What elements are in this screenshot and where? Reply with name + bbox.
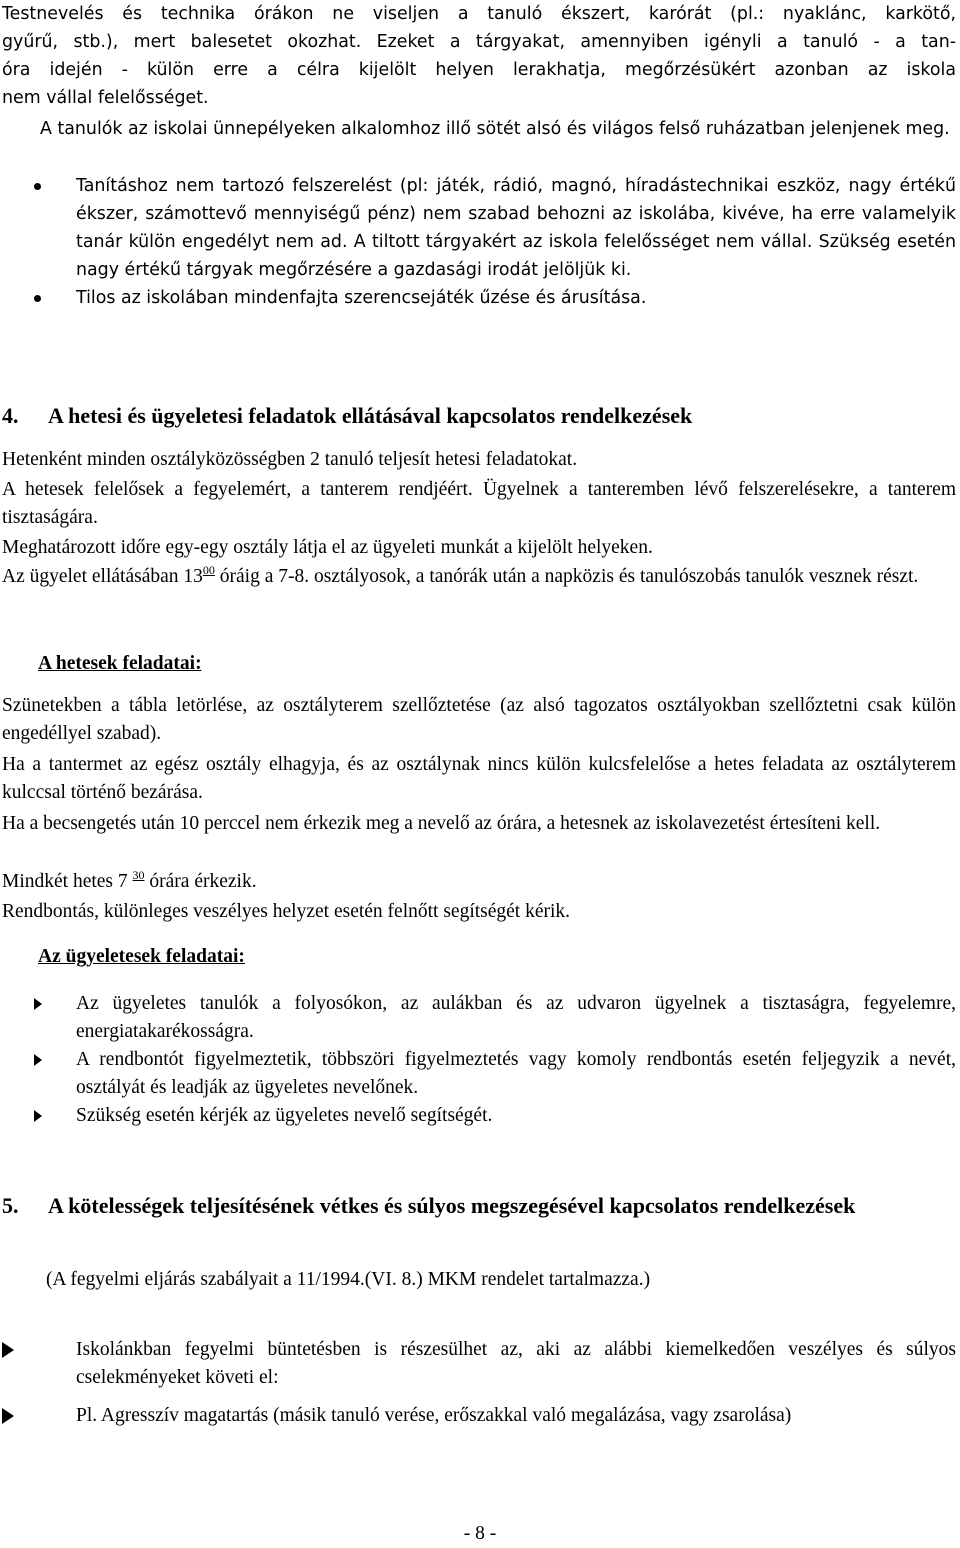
duty-tasks-list [0,990,956,1130]
rules-list [0,172,956,312]
duty-text: Az ügyelet ellátásában 13 [2,566,203,587]
weekly-duty-line: A hetesek felelősek a fegyelemért, a tanterem rendjéért. Ügyelnek a tanteremben lévő felszerelésekre, a tanterem tisztaságára. [2,479,956,528]
time-superscript: 00 [202,563,215,577]
duty-tasks-heading: Az ügyeletesek feladatai: [38,946,245,967]
weekly-duty-line: Hetenként minden osztályközösségben 2 tanuló teljesít hetesi feladatokat. [2,449,578,470]
discipline-list [0,1336,956,1430]
section-5-heading [2,1190,956,1222]
weekly-task-paragraph: Szünetekben a tábla letörlése, az osztályterem szellőztetése (az alsó tagozatos osztályokban szellőztetni csak külön engedéllyel szabad). [2,695,956,744]
arrow-bullet-icon [34,1110,42,1122]
bullet-dot-icon [34,183,41,190]
list-item [0,284,956,312]
arrival-text: Mindkét hetes 7 [2,871,133,892]
intro-line: gyűrű, stb.), mert balesetet okozhat. Ezeket a tárgyakat, amennyiben igényli a tanuló - a tan- [2,32,956,52]
page-number: - 8 - [463,1523,497,1544]
duty-task-text: Az ügyeletes tanulók a folyosókon, az aulákban és az udvaron ügyelnek a tisztaságra, fegyelemre, energiatakarékosságra. [76,993,956,1042]
emergency-line: Rendbontás, különleges veszélyes helyzet esetén felnőtt segítségét kérik. [2,901,571,922]
ceremony-dress-paragraph: A tanulók az iskolai ünnepélyeken alkalomhoz illő sötét alsó és világos felső ruházatban jelenjenek meg. [40,119,950,139]
arrival-time-line [2,868,956,896]
time-superscript: 30 [132,868,145,882]
weekly-tasks-heading: A hetesek feladatai: [38,653,202,674]
intro-line: Testnevelés és technika órákon ne viseljen a tanuló ékszert, karórát (pl.: nyaklánc, karkötő, [2,4,956,24]
list-item [0,1102,956,1130]
duty-task-text: A rendbontót figyelmeztetik, többszöri figyelmeztetés vagy komoly rendbontás esetén feljegyzik a nevét, osztályát és leadják az ügyeletes nevelőnek. [76,1049,956,1098]
weekly-task-paragraph: Ha a tantermet az egész osztály elhagyja, és az osztálynak nincs külön kulcsfelelőse a hetes feladata az osztályterem kulccsal történő bezárása. [2,754,956,803]
arrival-text: órára érkezik. [144,871,257,892]
list-item [0,1402,956,1430]
weekly-duty-line: Meghatározott időre egy-egy osztály látja el az ügyeleti munkát a kijelölt helyeken. [2,537,653,558]
arrow-bullet-icon [34,998,42,1010]
duty-text: óráig a 7-8. osztályosok, a tanórák után a napközis és tanulószobás tanulók vesznek részt. [214,566,919,587]
intro-paragraph [2,0,956,112]
arrow-bullet-icon [2,1342,14,1358]
arrow-bullet-icon [34,1054,42,1066]
list-item [0,1046,956,1102]
section-title: A hetesi és ügyeletesi feladatok ellátásával kapcsolatos rendelkezések [48,403,693,428]
section-title: A kötelességek teljesítésének vétkes és súlyos megszegésével kapcsolatos rendelkezések [48,1193,856,1218]
duty-schedule-paragraph [2,563,956,591]
section-number: 5. [2,1193,19,1218]
discipline-text: Pl. Agresszív magatartás (másik tanuló verése, erőszakkal való megalázása, vagy zsarolása) [76,1405,792,1426]
duty-task-text: Szükség esetén kérjék az ügyeletes nevelő segítségét. [76,1105,493,1126]
rule-text: Tilos az iskolában mindenfajta szerencsejáték űzése és árusítása. [76,288,647,308]
section-4-heading [2,400,956,432]
weekly-task-paragraph: Ha a becsengetés után 10 perccel nem érkezik meg a nevelő az órára, a hetesnek az iskolavezetést értesíteni kell. [2,813,881,834]
intro-line: óra idején - külön erre a célra kijelölt helyen lerakhatja, megőrzésükért azonban az iskola [2,60,956,80]
list-item [0,1336,956,1392]
intro-line: nem vállal felelősséget. [2,88,209,108]
arrow-bullet-icon [2,1408,14,1424]
list-item [0,990,956,1046]
regulation-note: (A fegyelmi eljárás szabályait a 11/1994.(VI. 8.) MKM rendelet tartalmazza.) [46,1269,651,1290]
rule-text: Tanításhoz nem tartozó felszerelést (pl: játék, rádió, magnó, híradástechnikai eszköz, nagy értékű ékszer, számottevő mennyiségű pénz) nem szabad behozni az iskolába, kivéve, ha erre valamelyik tanár külön engedélyt nem ad. A tiltott tárgyakért az iskola felelősséget nem vállal. Szükség esetén nagy értékű tárgyak megőrzésére a gazdasági irodát jelöljük ki. [76,176,956,280]
bullet-dot-icon [34,295,41,302]
list-item [0,172,956,284]
discipline-text: Iskolánkban fegyelmi büntetésben is részesülhet az, aki az alábbi kiemelkedően veszélyes és súlyos cselekményeket követi el: [76,1339,956,1388]
section-number: 4. [2,403,19,428]
